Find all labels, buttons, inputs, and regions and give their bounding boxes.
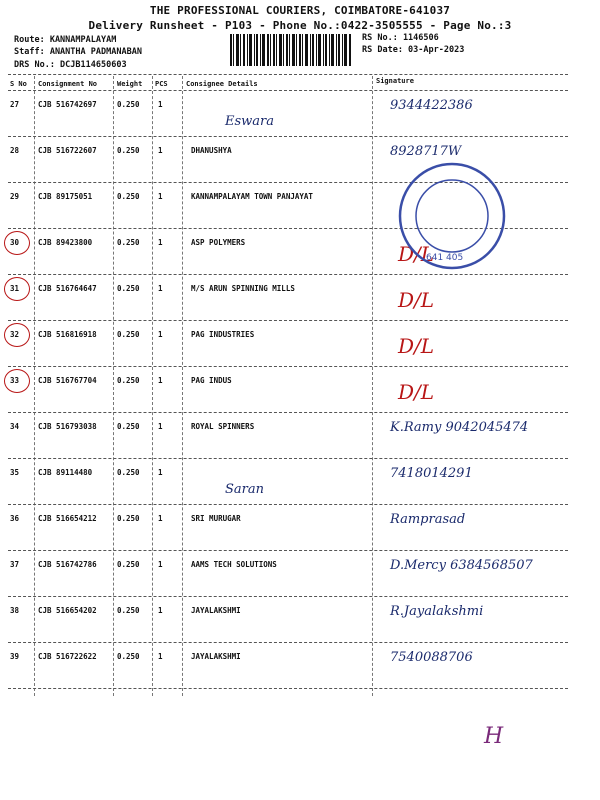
row-weight: 0.250 xyxy=(117,284,140,293)
row-consignee: DHANUSHYA xyxy=(191,146,232,155)
row-weight: 0.250 xyxy=(117,468,140,477)
row-sno: 36 xyxy=(10,514,20,523)
row-signature: D/L xyxy=(398,242,435,266)
runsheet-title: Delivery Runsheet - P103 - Phone No.:0422-3505555 - Page No.:3 xyxy=(88,19,512,32)
col-header-consignee: Consignee Details xyxy=(186,80,258,88)
col-header-pcs: PCS xyxy=(155,80,168,88)
rs-number: RS No.: 1146506 xyxy=(362,33,439,43)
row-sno: 34 xyxy=(10,422,20,431)
row-consignee: PAG INDUSTRIES xyxy=(191,330,255,339)
row-rule xyxy=(8,458,568,459)
row-weight: 0.250 xyxy=(117,560,140,569)
row-pcs: 1 xyxy=(158,422,163,431)
table-row xyxy=(0,508,600,554)
red-circle-mark xyxy=(4,369,30,393)
row-consignee: ROYAL SPINNERS xyxy=(191,422,255,431)
row-consignment-no: CJB 516742697 xyxy=(38,100,97,109)
row-signature: R.Jayalakshmi xyxy=(390,604,484,619)
row-signature: D/L xyxy=(398,288,435,312)
red-circle-mark xyxy=(4,231,30,255)
company-title: THE PROFESSIONAL COURIERS, COIMBATORE-641037 xyxy=(149,4,451,17)
row-sno: 35 xyxy=(10,468,20,477)
table-row xyxy=(0,462,600,508)
col-header-sno: S No xyxy=(10,80,27,88)
row-signature: 7418014291 xyxy=(390,466,473,481)
row-consignment-no: CJB 516767704 xyxy=(38,376,97,385)
row-consignment-no: CJB 516793038 xyxy=(38,422,97,431)
row-signature: D/L xyxy=(398,380,435,404)
row-consignment-no: CJB 516764647 xyxy=(38,284,97,293)
row-rule xyxy=(8,642,568,643)
row-weight: 0.250 xyxy=(117,514,140,523)
row-pcs: 1 xyxy=(158,560,163,569)
row-pcs: 1 xyxy=(158,100,163,109)
row-pcs: 1 xyxy=(158,146,163,155)
row-sno: 37 xyxy=(10,560,20,569)
red-circle-mark xyxy=(4,323,30,347)
red-circle-mark xyxy=(4,277,30,301)
row-consignee: ASP POLYMERS xyxy=(191,238,246,247)
row-consignment-no: CJB 516722607 xyxy=(38,146,97,155)
row-weight: 0.250 xyxy=(117,146,140,155)
row-consignment-no: CJB 89423800 xyxy=(38,238,93,247)
table-row xyxy=(0,646,600,692)
table-row xyxy=(0,600,600,646)
row-rule xyxy=(8,504,568,505)
col-header-consignment: Consignment No xyxy=(38,80,98,88)
row-rule xyxy=(8,136,568,137)
row-weight: 0.250 xyxy=(117,100,140,109)
drs-label: DRS No.: DCJB114650603 xyxy=(14,60,127,70)
row-rule xyxy=(8,320,568,321)
row-sno: 30 xyxy=(10,238,20,247)
row-consignee: JAYALAKSHMI xyxy=(191,606,241,615)
col-header-signature: Signature xyxy=(376,77,414,85)
row-weight: 0.250 xyxy=(117,192,140,201)
row-signature: 8928717W xyxy=(390,144,462,159)
row-weight: 0.250 xyxy=(117,376,140,385)
row-rule xyxy=(8,412,568,413)
footer-mark: H xyxy=(484,724,504,749)
row-sno: 38 xyxy=(10,606,20,615)
row-pcs: 1 xyxy=(158,514,163,523)
row-weight: 0.250 xyxy=(117,238,140,247)
row-pcs: 1 xyxy=(158,468,163,477)
rs-date: RS Date: 03-Apr-2023 xyxy=(362,45,465,55)
row-signature: 7540088706 xyxy=(390,650,473,665)
table-top-rule xyxy=(8,74,568,75)
table-row xyxy=(0,278,600,324)
table-row xyxy=(0,232,600,278)
table-row xyxy=(0,94,600,140)
staff-label: Staff: ANANTHA PADMANABAN xyxy=(14,47,142,57)
row-handwritten-name: Eswara xyxy=(225,114,275,129)
route-label: Route: KANNAMPALAYAM xyxy=(14,35,117,45)
row-consignment-no: CJB 516654202 xyxy=(38,606,97,615)
row-consignment-no: CJB 89114480 xyxy=(38,468,93,477)
row-consignee: SRI MURUGAR xyxy=(191,514,241,523)
row-rule xyxy=(8,550,568,551)
table-row xyxy=(0,140,600,186)
row-weight: 0.250 xyxy=(117,652,140,661)
barcode-image xyxy=(230,34,352,66)
row-consignee: M/S ARUN SPINNING MILLS xyxy=(191,284,295,293)
row-signature: D.Mercy 6384568507 xyxy=(390,558,533,573)
table-row xyxy=(0,324,600,370)
row-signature: 9344422386 xyxy=(390,98,473,113)
row-consignee: JAYALAKSHMI xyxy=(191,652,241,661)
row-signature: K.Ramy 9042045474 xyxy=(390,420,529,435)
table-row xyxy=(0,416,600,462)
row-handwritten-name: Saran xyxy=(225,482,264,497)
header-rule xyxy=(8,90,568,91)
row-weight: 0.250 xyxy=(117,422,140,431)
row-rule xyxy=(8,366,568,367)
row-rule xyxy=(8,688,568,689)
row-pcs: 1 xyxy=(158,376,163,385)
row-consignment-no: CJB 516722622 xyxy=(38,652,97,661)
row-consignee: AAMS TECH SOLUTIONS xyxy=(191,560,277,569)
row-signature: Ramprasad xyxy=(390,512,466,527)
row-sno: 33 xyxy=(10,376,20,385)
row-consignment-no: CJB 516816918 xyxy=(38,330,97,339)
row-signature: D/L xyxy=(398,334,435,358)
row-pcs: 1 xyxy=(158,238,163,247)
row-sno: 39 xyxy=(10,652,20,661)
delivery-stamp xyxy=(396,160,508,272)
row-pcs: 1 xyxy=(158,652,163,661)
row-consignment-no: CJB 516742786 xyxy=(38,560,97,569)
row-pcs: 1 xyxy=(158,284,163,293)
table-row xyxy=(0,186,600,232)
row-sno: 27 xyxy=(10,100,20,109)
row-pcs: 1 xyxy=(158,330,163,339)
row-weight: 0.250 xyxy=(117,606,140,615)
row-pcs: 1 xyxy=(158,192,163,201)
row-sno: 32 xyxy=(10,330,20,339)
row-consignment-no: CJB 516654212 xyxy=(38,514,97,523)
stamp-pin: 641 405 xyxy=(426,253,464,263)
row-sno: 29 xyxy=(10,192,20,201)
row-sno: 31 xyxy=(10,284,20,293)
row-consignee: PAG INDUS xyxy=(191,376,232,385)
row-rule xyxy=(8,596,568,597)
row-pcs: 1 xyxy=(158,606,163,615)
row-weight: 0.250 xyxy=(117,330,140,339)
table-row xyxy=(0,554,600,600)
row-consignment-no: CJB 89175051 xyxy=(38,192,93,201)
row-consignee: KANNAMPALAYAM TOWN PANJAYAT xyxy=(191,192,313,201)
row-rule xyxy=(8,274,568,275)
table-row xyxy=(0,370,600,416)
row-sno: 28 xyxy=(10,146,20,155)
col-header-weight: Weight xyxy=(117,80,143,88)
